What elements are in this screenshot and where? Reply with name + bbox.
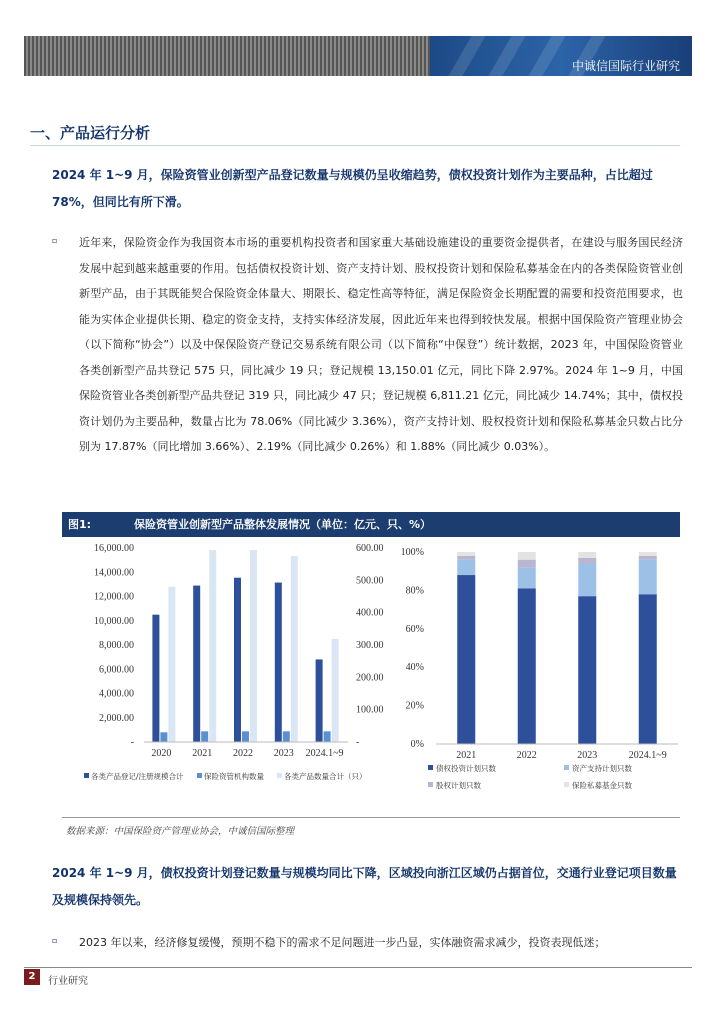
stack-segment-资产支持计划只数 <box>639 560 657 595</box>
legend-label: 债权投资计划只数 <box>436 764 496 773</box>
y-right-tick-label: 200.00 <box>356 672 384 684</box>
section-title: 一、产品运行分析 <box>30 124 151 142</box>
y-right-tick-label: 100.00 <box>356 704 384 716</box>
bullet-icon: ▫ <box>52 936 58 945</box>
legend-label: 各类产品数量合计（只） <box>284 772 367 781</box>
y-right-tick-label: 400.00 <box>356 607 384 619</box>
bar-保险资管机构数量 <box>283 731 290 742</box>
lead-paragraph-1: 2024 年 1~9 月，保险资管业创新型产品登记数量与规模仍呈收缩趋势，债权投资计划作为主要品种，占比超过 78%，但同比有所下滑。 <box>52 168 653 209</box>
stack-segment-债权投资计划只数 <box>518 588 536 744</box>
stack-segment-债权投资计划只数 <box>578 596 596 744</box>
x-tick-label: 2020 <box>151 748 172 759</box>
bar-各类产品数量合计（只） <box>209 550 216 742</box>
y-right-tick-label: 600.00 <box>356 543 384 554</box>
y-left-tick-label: 8,000.00 <box>99 640 134 651</box>
stack-segment-保险私募基金只数 <box>518 552 536 560</box>
bar-保险资管机构数量 <box>160 732 167 742</box>
y-left-tick-label: 2,000.00 <box>99 712 134 724</box>
figure-number: 图1: <box>68 518 92 531</box>
stack-segment-股权计划只数 <box>457 556 475 560</box>
legend-swatch <box>428 765 433 770</box>
stack-segment-保险私募基金只数 <box>457 552 475 556</box>
stack-segment-股权计划只数 <box>639 556 657 560</box>
lead-paragraph-2: 2024 年 1~9 月，债权投资计划登记数量与规模均同比下降，区域投向浙江区域仍占据首位，交通行业登记项目数量及规模保持领先。 <box>52 866 677 907</box>
body-paragraph-1: 近年来，保险资金作为我国资本市场的重要机构投资者和国家重大基础设施建设的重要资金提供者，在建设与服务国民经济发展中起到越来越重要的作用。包括债权投资计划、资产支持计划、股权投资计划和保险私募基金在内的各类保险资管业创新型产品，由于其既能契合保险资金体量大、期限长、稳定性高等特征，满足保险资金长期配置的需要和投资范围要求，也能为实体企业提供长期、稳定的资金支持，支持实体经济发展，因此近年来也得到较快发展。根据中国保险资产管理业协会（以下简称“协会”）以及中保保险资产登记交易系统有限公司（以下简称“中保登”）统计数据，2023 年，中国保险资管业各类创新型产品共登记 575 只，同比减少 19 只；登记规模 13,150.01 亿元，同比下降 2.97%。2024 年 1~9 月，中国保险资管业各类创新型产品共登记 319 只，同比减少 47 只；登记规模 6,811.21 亿元，同比减少 14.74%；其中，债权投资计划仍为主要品种，数量占比为 78.06%（同比减少 3.36%），资产支持计划、股权投资计划和保险私募基金只数占比分别为 17.87%（同比增加 3.66%）、2.19%（同比减少 0.26%）和 1.88%（同比减少 0.03%）。 <box>79 236 683 453</box>
right-stacked-chart <box>392 538 682 798</box>
bar-各类产品数量合计（只） <box>168 587 175 742</box>
legend-swatch <box>197 773 202 778</box>
y-left-tick-label: - <box>130 737 134 748</box>
figure-divider <box>62 817 680 818</box>
y-right-tick-label: 500.00 <box>356 575 384 587</box>
x-tick-label: 2021 <box>192 748 213 759</box>
x-tick-label: 2024.1~9 <box>305 748 344 759</box>
bar-各类产品数量合计（只） <box>332 639 339 742</box>
stack-segment-资产支持计划只数 <box>518 567 536 588</box>
legend-label: 资产支持计划只数 <box>572 764 632 773</box>
stack-segment-债权投资计划只数 <box>457 575 475 744</box>
legend-swatch <box>564 782 569 787</box>
footer-divider <box>24 967 692 968</box>
legend-label: 保险资管机构数量 <box>204 772 264 781</box>
stack-segment-保险私募基金只数 <box>578 552 596 558</box>
y-left-tick-label: 10,000.00 <box>94 615 134 627</box>
x-tick-label: 2021 <box>456 750 477 761</box>
x-tick-label: 2023 <box>577 750 598 761</box>
bullet-icon: ▫ <box>52 236 58 245</box>
bar-各类产品登记/注册规模合计 <box>316 659 323 742</box>
bar-各类产品登记/注册规模合计 <box>275 583 282 742</box>
page-number: 2 <box>24 969 40 985</box>
bar-各类产品登记/注册规模合计 <box>193 586 200 742</box>
legend-label: 保险私募基金只数 <box>572 781 632 790</box>
y-right-tick-label: - <box>356 737 360 748</box>
y-left-tick-label: 16,000.00 <box>94 543 134 554</box>
bar-各类产品数量合计（只） <box>291 556 298 742</box>
y-tick-label: 100% <box>400 547 424 558</box>
legend-swatch <box>428 782 433 787</box>
section-divider <box>30 145 680 146</box>
legend-swatch <box>84 773 89 778</box>
y-tick-label: 40% <box>405 662 424 674</box>
y-left-tick-label: 6,000.00 <box>99 664 134 676</box>
x-tick-label: 2022 <box>516 750 537 761</box>
stack-segment-股权计划只数 <box>518 560 536 568</box>
bar-保险资管机构数量 <box>201 731 208 742</box>
y-tick-label: 0% <box>410 739 424 750</box>
header-banner <box>430 36 692 76</box>
header-title: 中诚信国际行业研究 <box>571 59 680 73</box>
bar-各类产品数量合计（只） <box>250 550 257 742</box>
stack-segment-资产支持计划只数 <box>457 560 475 575</box>
y-left-tick-label: 12,000.00 <box>94 591 134 603</box>
legend-label: 各类产品登记/注册规模合计 <box>91 772 184 781</box>
stack-segment-债权投资计划只数 <box>639 594 657 744</box>
footer-label: 行业研究 <box>48 976 88 987</box>
stack-segment-资产支持计划只数 <box>578 564 596 597</box>
legend-swatch <box>564 765 569 770</box>
legend-label: 股权计划只数 <box>436 781 481 790</box>
figure-header <box>62 512 680 537</box>
bar-保险资管机构数量 <box>324 731 331 742</box>
x-tick-label: 2023 <box>273 748 294 759</box>
bar-各类产品登记/注册规模合计 <box>234 578 241 742</box>
bar-各类产品登记/注册规模合计 <box>152 615 159 742</box>
x-tick-label: 2024.1~9 <box>628 750 667 761</box>
left-bar-chart <box>62 538 392 788</box>
stack-segment-保险私募基金只数 <box>639 552 657 556</box>
y-left-tick-label: 14,000.00 <box>94 567 134 579</box>
figure-title: 保险资管业创新型产品整体发展情况（单位：亿元、只、%） <box>134 518 432 531</box>
y-tick-label: 20% <box>405 700 424 712</box>
bar-保险资管机构数量 <box>242 731 249 742</box>
y-tick-label: 60% <box>405 623 424 635</box>
legend-swatch <box>277 773 282 778</box>
y-right-tick-label: 300.00 <box>356 640 384 651</box>
y-tick-label: 80% <box>405 585 424 597</box>
figure-source: 数据来源：中国保险资产管理业协会，中诚信国际整理 <box>66 826 295 837</box>
body-paragraph-2: 2023 年以来，经济修复缓慢，预期不稳下的需求不足问题进一步凸显，实体融资需求减少，投资表现低迷； <box>79 936 606 949</box>
x-tick-label: 2022 <box>233 748 253 759</box>
y-left-tick-label: 4,000.00 <box>99 688 134 700</box>
stack-segment-股权计划只数 <box>578 558 596 564</box>
